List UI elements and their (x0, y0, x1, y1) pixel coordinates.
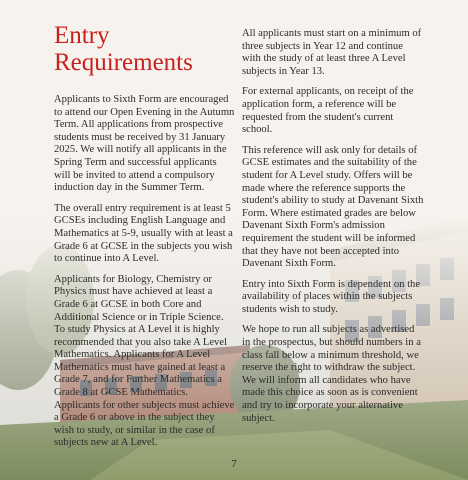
right-column (242, 28, 424, 433)
paragraph-external-applicants: For external applicants, on receipt of the application form, a reference will be requested from the student's current school. (242, 86, 414, 136)
page-title (54, 22, 234, 76)
title-line-1: Entry (54, 22, 110, 49)
paragraph-minimum-subjects: All applicants must start on a minimum of three subjects in Year 12 and continue with the study of at least three A Level subjects in Year 13. (242, 28, 422, 77)
paragraph-overall-requirement: The overall entry requirement is at least 5 GCSEs including English Language and Mathematics at 5-9, usually with at least a Grade 6 at GCSE in the subjects you wish to continue into A Level. (54, 202, 233, 265)
paragraph-availability: Entry into Sixth Form is dependent on the availability of places within the subjects students wish to study. (242, 278, 421, 315)
page-number: 7 (231, 458, 237, 470)
title-line-2: Requirements (54, 49, 193, 76)
left-column (54, 94, 235, 458)
paragraph-subject-withdrawal: We hope to run all subjects as advertised in the prospectus, but should numbers in a class fall below a minimum threshold, we reserve the right to withdraw the subject. We will inform all candidates who have made this choice as soon as is convenient and try to incorporate your alternative subject. (242, 324, 421, 424)
paragraph-subject-requirements: Applicants for Biology, Chemistry or Physics must have achieved at least a Grade 6 at GCSE in both Core and Additional Science or in Triple Science. To study Physics at A Level it is highly recommended that you also take A Level Mathematics. Applicants for A Level Mathematics must have gained at least a Grade 7, and for Further Mathematics a Grade 8 at GCSE Mathematics. Applicants for other subjects must achieve a Grade 6 or above in the subject they wish to study, or similar in the case of subjects new at A Level. (54, 273, 235, 449)
paragraph-reference-details: This reference will ask only for details of GCSE estimates and the suitability of the student for A Level study. Offers will be made where the reference supports the student's ability to study at Davenant Sixth Form. Where estimated grades are below Davenant Sixth Form's admission requirement the student will be informed that they have not been accepted into Davenant Sixth Form. (242, 144, 424, 270)
paragraph-application-process: Applicants to Sixth Form are encouraged to attend our Open Evening in the Autumn Term. All applications from prospective students must be received by 31 January 2025. We will notify all applicants in the Spring Term and successful applicants will be invited to attend a compulsory induction day in the Summer Term. (54, 94, 235, 194)
